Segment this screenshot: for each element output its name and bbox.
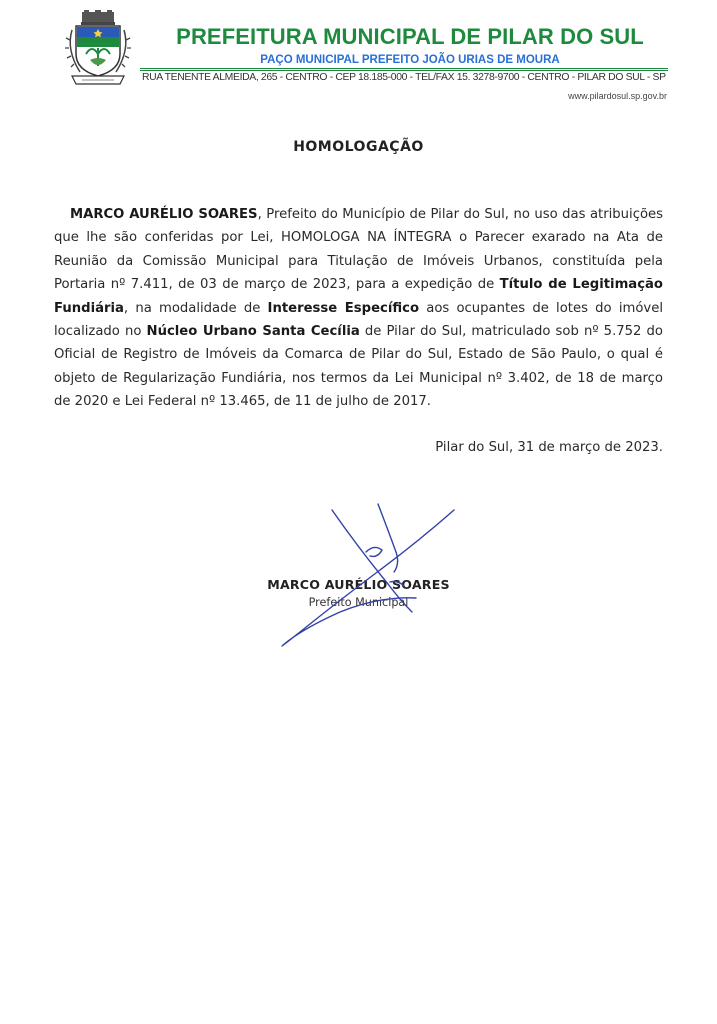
coat-of-arms-icon — [58, 10, 138, 90]
handwritten-signature — [270, 500, 470, 660]
signatory-name: MARCO AURÉLIO SOARES — [267, 577, 450, 592]
header-divider-thin — [140, 70, 668, 71]
modality: Interesse Específico — [267, 300, 420, 316]
header-address: RUA TENENTE ALMEIDA, 265 - CENTRO - CEP 18.185-000 - TEL/FAX 15. 3278-9700 - CENTRO - PILAR DO SUL - SP — [142, 72, 666, 83]
document-title: HOMOLOGAÇÃO — [293, 139, 424, 155]
paragraph-text-4: de Pilar do Sul, matriculado sob nº 5.752 do Oficial de Registro de Imóveis da Comarca de Pilar do Sul, Estado de São Paulo, o qual é objeto de Regularização Fundiária, nos termos da Lei Municipal nº 3.402, de 18 de março de 2020 e Lei Federal nº 13.465, de 11 de julho de 2017. — [54, 324, 663, 410]
signatory-name-inline: MARCO AURÉLIO SOARES — [70, 207, 258, 222]
header-website: www.pilardosul.sp.gov.br — [568, 91, 667, 101]
paragraph-text-2: , na modalidade de — [123, 300, 268, 316]
paragraph-text-1: , Prefeito do Município de Pilar do Sul, no uso das atribuições que lhe são conferidas por Lei, HOMOLOGA NA ÍNTEGRA o Parecer exarado na Ata de Reunião da Comissão Municipal para Titulação de Imóveis Urbanos, constituída pela Portaria nº 7.411, de 03 de março de 2023, para a expedição de — [54, 207, 663, 293]
paragraph-text-3: aos ocupantes de lotes do imóvel localizado no — [54, 300, 663, 340]
header-subtitle: PAÇO MUNICIPAL PREFEITO JOÃO URIAS DE MOURA — [260, 54, 560, 66]
urban-nucleus: Núcleo Urbano Santa Cecília — [146, 324, 360, 340]
title-type: Título de Legitimação Fundiária — [54, 277, 663, 316]
homologation-paragraph — [54, 203, 663, 414]
signatory-role: Prefeito Municipal — [308, 596, 409, 609]
date-line: Pilar do Sul, 31 de março de 2023. — [435, 440, 663, 455]
header-title: PREFEITURA MUNICIPAL DE PILAR DO SUL — [176, 24, 644, 49]
header-divider — [140, 68, 668, 69]
